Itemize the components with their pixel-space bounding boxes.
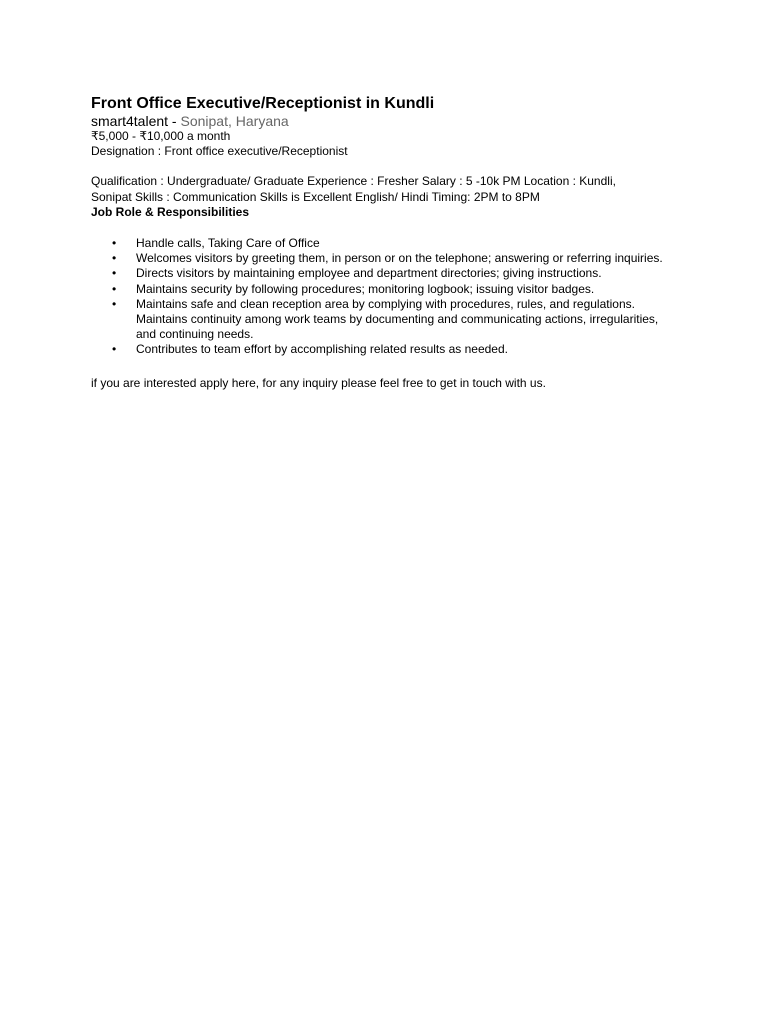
list-item [91, 266, 666, 281]
job-posting-document [91, 94, 691, 391]
responsibility-text: Contributes to team effort by accomplishing related results as needed. [136, 342, 508, 357]
job-title: Front Office Executive/Receptionist in Kundli [91, 95, 435, 112]
bullet-icon: • [112, 236, 117, 250]
company-location-separator: - [168, 113, 181, 129]
bullet-icon: • [112, 342, 117, 357]
responsibility-text: Directs visitors by maintaining employee and department directories; giving instructions. [136, 266, 602, 281]
company-name: smart4talent [91, 113, 169, 129]
bullet-icon: • [112, 266, 117, 281]
bullet-icon: • [112, 296, 117, 311]
apply-note: if you are interested apply here, for any inquiry please feel free to get in touch with us. [91, 375, 546, 390]
list-item [91, 282, 666, 297]
responsibility-text: Maintains security by following procedures; monitoring logbook; issuing visitor badges. [136, 281, 595, 296]
designation: Designation : Front office executive/Receptionist [91, 144, 348, 158]
bullet-icon: • [112, 281, 117, 296]
responsibility-text: Maintains safe and clean reception area by complying with procedures, rules, and regulations. Maintains continuity among work teams by documenting and communicating actions, irregularities, and continuing needs. [136, 296, 659, 342]
responsibility-text: Handle calls, Taking Care of Office [136, 236, 320, 250]
responsibilities-list [91, 236, 691, 358]
responsibility-text: Welcomes visitors by greeting them, in person or on the telephone; answering or referring inquiries. [136, 251, 663, 266]
list-item [91, 251, 666, 266]
bullet-icon: • [112, 251, 117, 266]
job-location: Sonipat, Haryana [180, 113, 289, 129]
list-item [91, 342, 666, 357]
company-location-line [91, 113, 691, 129]
qualification-paragraph: Qualification : Undergraduate/ Graduate Experience : Fresher Salary : 5 -10k PM Location : Kundli, Sonipat Skills : Communication Skills is Excellent English/ Hindi Timing: 2PM to 8PM [91, 174, 616, 204]
responsibilities-heading: Job Role & Responsibilities [91, 205, 250, 219]
list-item [91, 297, 666, 343]
list-item [91, 236, 666, 251]
salary-range: ₹5,000 - ₹10,000 a month [91, 129, 231, 143]
